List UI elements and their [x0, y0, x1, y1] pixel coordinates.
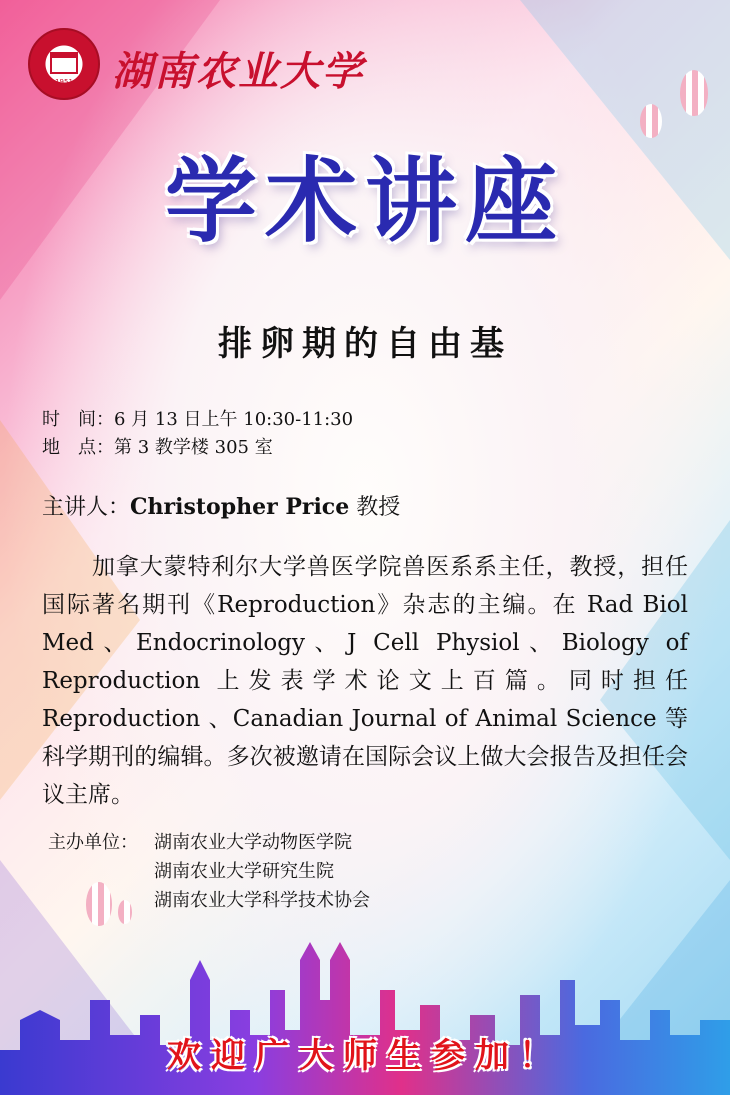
welcome-banner: 欢迎广大师生参加！ — [167, 1036, 563, 1076]
university-name: 湖南农业大学 — [112, 48, 364, 95]
place-label: 地 点： — [42, 437, 114, 458]
organizers — [48, 828, 370, 911]
balloon-icon — [86, 882, 112, 926]
time-value: 6 月 13 日上午 10:30-11:30 — [114, 409, 354, 430]
place-value: 第 3 教学楼 305 室 — [114, 437, 273, 458]
event-place — [42, 433, 273, 459]
university-logo — [28, 28, 100, 100]
time-label: 时 间： — [42, 409, 114, 430]
logo-year: 1951 — [55, 78, 73, 86]
organizer-item: 湖南农业大学科学技术协会 — [154, 890, 370, 911]
organizer-item: 湖南农业大学动物医学院 — [154, 832, 352, 853]
speaker-label: 主讲人： — [42, 495, 131, 520]
organizer-item: 湖南农业大学研究生院 — [154, 861, 334, 882]
speaker-title: 教授 — [356, 495, 401, 520]
speaker-name: Christopher Price — [130, 494, 350, 520]
balloon-icon — [680, 70, 708, 116]
organizers-list — [154, 828, 454, 915]
organizers-label: 主办单位： — [48, 832, 138, 853]
page-title: 学术讲座 — [164, 148, 565, 255]
balloon-icon — [118, 900, 132, 924]
event-time — [42, 405, 353, 431]
logo-building-icon — [50, 52, 78, 74]
speaker — [42, 490, 400, 521]
lecture-topic: 排卵期的自由基 — [218, 324, 512, 364]
speaker-bio: 加拿大蒙特利尔大学兽医学院兽医系系主任，教授，担任国际著名期刊《Reproduction》杂志的主编。在 Rad Biol Med、Endocrinology、J Cell Physiol、Biology of Reproduction 上发表学术论文上百篇。同时担任 Reproduction 、Canadian Journal of Animal Science 等科学期刊的编辑。多次被邀请在国际会议上做大会报告及担任会议主席。 — [42, 554, 688, 808]
